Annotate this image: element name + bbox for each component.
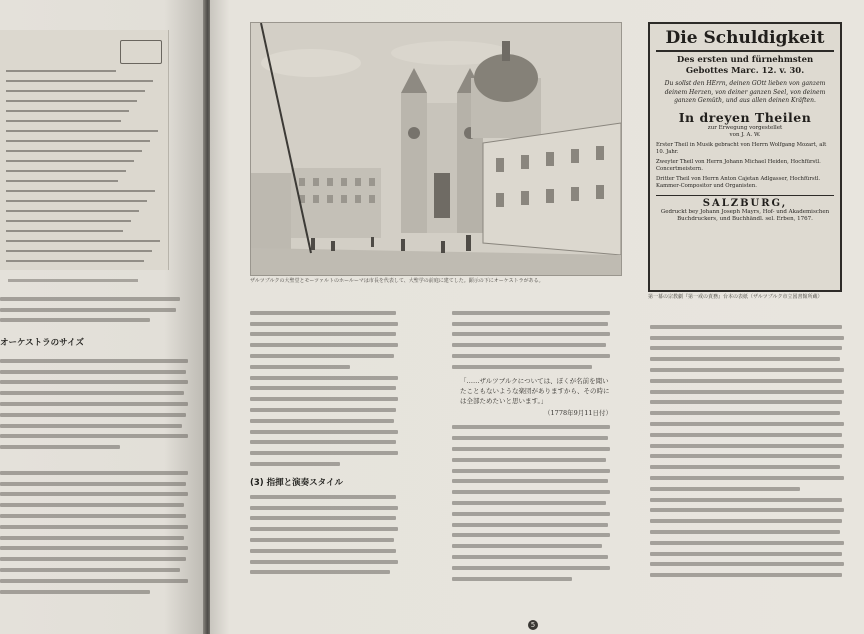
libretto-credit-3: Dritter Theil von Herrn Anton Cajetan Adlgasser, Hochfürstl. Kammer-Compositor und Organisten.: [656, 175, 821, 189]
section-heading-orchestra-size: オーケストラのサイズ: [0, 338, 84, 348]
manuscript-caption: [8, 278, 168, 284]
text-column-1: [250, 304, 400, 581]
left-page: [0, 0, 205, 634]
letter-quote: 「……ザルツブルクについては、ぼくが名前を聞いたこともないような楽団がありますから、その時には全部ためたいと思います。」: [460, 376, 610, 405]
handwriting-line: [6, 130, 158, 132]
libretto-title-page: [648, 22, 842, 292]
manuscript-image: [0, 30, 169, 270]
handwriting-line: [6, 200, 147, 202]
engraving-caption: ザルツブルクの大聖堂とモーツァルトのホールーマは市長を代表して、大聖学の前庭に建てした。顕示の下にオーケストラがある。: [250, 278, 544, 284]
text-column-2: [452, 304, 612, 587]
libretto-parts: In dreyen Theilen: [678, 109, 812, 125]
handwriting-line: [6, 100, 137, 102]
handwriting-line: [6, 210, 139, 212]
handwriting-line: [6, 220, 131, 222]
cathedral-engraving: [250, 22, 622, 276]
libretto-credit-2: Zweyter Theil von Herrn Johann Michael Heiden, Hochfürstl. Concertmeistern.: [656, 158, 821, 172]
handwriting-line: [6, 180, 118, 182]
handwriting-line: [6, 230, 123, 232]
text-column-3: [650, 318, 846, 584]
libretto-verse: Du sollst den HErrn, deinen GOtt lieben von ganzem deinem Herzen, von deiner ganzen Seel, von deinem ganzen Gemüth, und aus allen deinen Kräften.: [664, 80, 826, 104]
libretto-subtitle: Des ersten und fürnehmsten Gebottes Marc. 12. v. 30.: [676, 55, 814, 76]
library-stamp: [120, 40, 162, 64]
handwriting-line: [6, 150, 142, 152]
letter-quote-date: （1778年9月11日付）: [544, 408, 612, 417]
handwriting-line: [6, 260, 144, 262]
handwriting-line: [6, 160, 134, 162]
left-body-text: [0, 352, 192, 600]
handwriting-line: [6, 190, 155, 192]
handwriting-line: [6, 120, 121, 122]
libretto-city: SALZBURG,: [702, 197, 788, 209]
handwriting-line: [6, 90, 145, 92]
handwriting-line: [6, 140, 150, 142]
libretto-title: Die Schuldigkeit: [656, 28, 834, 52]
handwriting-line: [6, 110, 129, 112]
libretto-imprint: Gedruckt bey Johann Joseph Mayrs, Hof- und Akademischen Buchdruckers, und Buchhändl. sel. Erben, 1767.: [660, 208, 830, 222]
handwriting-line: [6, 70, 116, 72]
handwriting-line: [6, 250, 152, 252]
handwriting-line: [6, 80, 153, 82]
title-page-caption: 第一幕の宗教劇『第一戒の責務』台本の表紙（ザルツブルク市立図書館所蔵）: [648, 294, 823, 300]
handwriting-line: [6, 240, 160, 242]
left-intro-text: [0, 290, 188, 329]
page-number: 5: [528, 620, 538, 630]
libretto-author: von J. A. W.: [729, 132, 761, 138]
libretto-credit-1: Erster Theil in Musik gebracht von Herrn Wolfgang Mozart, alt 10. Jahr.: [656, 141, 827, 155]
handwriting-line: [6, 170, 126, 172]
section-heading-conducting: (3) 指揮と演奏スタイル: [250, 477, 343, 488]
right-page: [210, 0, 864, 634]
libretto-presented: zur Erwegung vorgestellet: [707, 124, 783, 131]
